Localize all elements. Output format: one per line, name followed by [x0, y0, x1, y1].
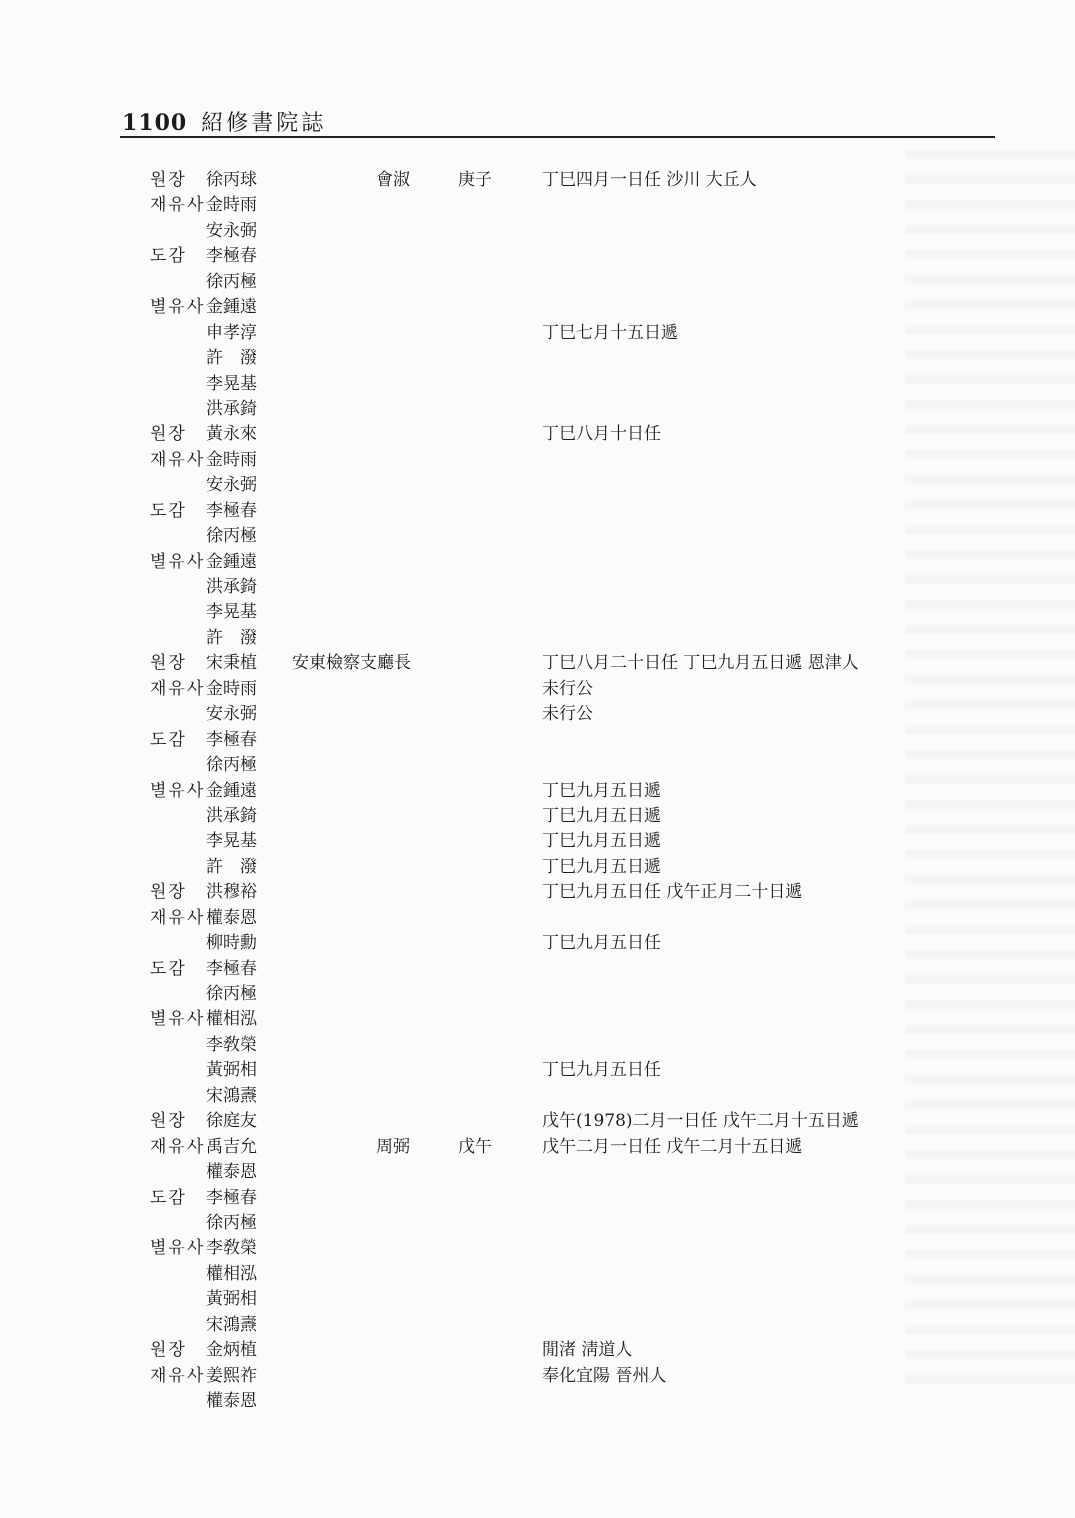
- entry-row: [0, 193, 1075, 218]
- role-label: 별유사: [150, 780, 206, 801]
- appointment-note: 丁巳九月五日任 戊午正月二十日遞: [542, 882, 803, 903]
- person-name: 徐丙極: [206, 526, 257, 547]
- entry-row: [0, 1338, 1075, 1363]
- entry-row: [0, 1364, 1075, 1389]
- person-name: 黃弼相: [206, 1060, 257, 1081]
- entry-row: [0, 880, 1075, 905]
- book-title: 紹修書院誌: [201, 111, 327, 136]
- person-name: 李極春: [206, 1187, 257, 1208]
- entry-row: [0, 677, 1075, 702]
- appointment-note: 未行公: [542, 678, 593, 699]
- entry-row: [0, 600, 1075, 625]
- role-label: 별유사: [150, 1009, 206, 1030]
- role-label: 재유사: [150, 1136, 206, 1157]
- birth-year: 戊午: [458, 1136, 492, 1157]
- role-label: 원장: [150, 882, 187, 903]
- role-label: 도감: [150, 729, 187, 750]
- person-name: 洪承錡: [206, 398, 257, 419]
- role-label: 재유사: [150, 678, 206, 699]
- role-label: 원장: [150, 170, 187, 190]
- person-name: 李晃基: [206, 373, 257, 394]
- person-name: 柳時勳: [206, 933, 257, 954]
- appointment-note: 丁巳八月十日任: [542, 424, 661, 445]
- person-name: 李極春: [206, 958, 257, 979]
- entry-row: [0, 575, 1075, 600]
- appointment-note: 丁巳九月五日遞: [542, 780, 661, 801]
- entry-row: [0, 1287, 1075, 1312]
- role-label: 도감: [150, 246, 187, 267]
- entry-row: [0, 626, 1075, 651]
- person-name: 黃永來: [206, 424, 257, 445]
- entry-row: [0, 957, 1075, 982]
- appointment-note: 戊午(1978)二月一日任 戊午二月十五日遞: [542, 1111, 859, 1132]
- appointment-note: 奉化宜陽 晉州人: [542, 1365, 667, 1386]
- entry-row: [0, 321, 1075, 346]
- header-rule: [120, 136, 995, 138]
- role-label: 원장: [150, 1340, 187, 1361]
- appointment-note: 丁巳九月五日遞: [542, 856, 661, 877]
- person-name: 李極春: [206, 500, 257, 521]
- person-name: 李晃基: [206, 831, 257, 852]
- role-label: 별유사: [150, 297, 206, 318]
- entry-row: [0, 422, 1075, 447]
- pen-name: 會淑: [376, 170, 410, 190]
- person-name: 禹吉允: [206, 1136, 257, 1157]
- person-name: 許 潑: [206, 627, 257, 648]
- entry-row: [0, 295, 1075, 320]
- person-name: 姜熙祚: [206, 1365, 257, 1386]
- person-name: 宋鴻燾: [206, 1314, 257, 1335]
- entry-row: [0, 779, 1075, 804]
- person-name: 權泰恩: [206, 1162, 257, 1183]
- appointment-note: 閒渚 淸道人: [542, 1340, 633, 1361]
- entry-row: [0, 982, 1075, 1007]
- person-name: 徐丙極: [206, 271, 257, 292]
- role-label: 도감: [150, 1187, 187, 1208]
- appointment-note: 丁巳九月五日遞: [542, 805, 661, 826]
- person-name: 李敎榮: [206, 1034, 257, 1055]
- entry-row: [0, 448, 1075, 473]
- entry-row: [0, 1135, 1075, 1160]
- person-name: 權泰恩: [206, 907, 257, 928]
- person-name: 權相泓: [206, 1009, 257, 1030]
- entry-row: [0, 931, 1075, 956]
- entry-row: [0, 906, 1075, 931]
- person-name: 金鍾遠: [206, 551, 257, 572]
- person-name: 申孝淳: [206, 322, 257, 343]
- entry-row: [0, 346, 1075, 371]
- person-name: 李極春: [206, 246, 257, 267]
- person-name: 安永弼: [206, 220, 257, 241]
- entry-row: [0, 829, 1075, 854]
- office-title: 安東檢察支廳長: [292, 653, 411, 674]
- entry-row: [0, 244, 1075, 269]
- person-name: 金時雨: [206, 449, 257, 470]
- role-label: 원장: [150, 653, 187, 674]
- appointment-note: 丁巳四月一日任 沙川 大丘人: [542, 170, 757, 190]
- person-name: 權相泓: [206, 1263, 257, 1284]
- role-label: 별유사: [150, 551, 206, 572]
- appointment-note: 未行公: [542, 704, 593, 725]
- role-label: 원장: [150, 424, 187, 445]
- entry-row: [0, 397, 1075, 422]
- entry-row: [0, 1389, 1075, 1414]
- person-name: 徐庭友: [206, 1111, 257, 1132]
- entry-row: [0, 651, 1075, 676]
- entry-row: [0, 804, 1075, 829]
- person-name: 金時雨: [206, 195, 257, 216]
- entry-list: [0, 168, 1075, 1414]
- entry-row: [0, 702, 1075, 727]
- person-name: 安永弼: [206, 475, 257, 496]
- person-name: 金時雨: [206, 678, 257, 699]
- entry-row: [0, 499, 1075, 524]
- role-label: 도감: [150, 958, 187, 979]
- role-label: 원장: [150, 1111, 187, 1132]
- person-name: 宋秉植: [206, 653, 257, 674]
- entry-row: [0, 753, 1075, 778]
- entry-row: [0, 524, 1075, 549]
- person-name: 徐丙極: [206, 984, 257, 1004]
- entry-row: [0, 1211, 1075, 1236]
- entry-row: [0, 1186, 1075, 1211]
- role-label: 재유사: [150, 195, 206, 216]
- pen-name: 周弼: [376, 1136, 410, 1157]
- entry-row: [0, 728, 1075, 753]
- role-label: 도감: [150, 500, 187, 521]
- role-label: 재유사: [150, 449, 206, 470]
- person-name: 徐丙極: [206, 1212, 257, 1233]
- appointment-note: 戊午二月一日任 戊午二月十五日遞: [542, 1136, 803, 1157]
- entry-row: [0, 550, 1075, 575]
- entry-row: [0, 1109, 1075, 1134]
- page-header: [122, 106, 326, 137]
- person-name: 權泰恩: [206, 1391, 257, 1411]
- entry-row: [0, 1236, 1075, 1261]
- person-name: 許 潑: [206, 856, 257, 877]
- person-name: 金鍾遠: [206, 297, 257, 318]
- entry-row: [0, 1007, 1075, 1032]
- entry-row: [0, 372, 1075, 397]
- page-number: 1100: [122, 110, 188, 136]
- role-label: 재유사: [150, 1365, 206, 1386]
- person-name: 安永弼: [206, 704, 257, 725]
- entry-row: [0, 1313, 1075, 1338]
- appointment-note: 丁巳七月十五日遞: [542, 322, 678, 343]
- person-name: 洪承錡: [206, 805, 257, 826]
- entry-row: [0, 1160, 1075, 1185]
- appointment-note: 丁巳八月二十日任 丁巳九月五日遞 恩津人: [542, 653, 859, 674]
- entry-row: [0, 219, 1075, 244]
- role-label: 재유사: [150, 907, 206, 928]
- entry-row: [0, 855, 1075, 880]
- person-name: 黃弼相: [206, 1289, 257, 1310]
- person-name: 洪承錡: [206, 577, 257, 597]
- person-name: 金炳植: [206, 1340, 257, 1361]
- birth-year: 庚子: [458, 170, 492, 190]
- person-name: 李晃基: [206, 602, 257, 623]
- person-name: 洪穆裕: [206, 882, 257, 903]
- entry-row: [0, 1084, 1075, 1109]
- appointment-note: 丁巳九月五日任: [542, 933, 661, 954]
- appointment-note: 丁巳九月五日任: [542, 1060, 661, 1081]
- person-name: 金鍾遠: [206, 780, 257, 801]
- role-label: 별유사: [150, 1238, 206, 1259]
- entry-row: [0, 473, 1075, 498]
- person-name: 李敎榮: [206, 1238, 257, 1259]
- person-name: 徐丙球: [206, 170, 257, 190]
- appointment-note: 丁巳九月五日遞: [542, 831, 661, 852]
- entry-row: [0, 270, 1075, 295]
- entry-row: [0, 1058, 1075, 1083]
- entry-row: [0, 1033, 1075, 1058]
- entry-row: [0, 1262, 1075, 1287]
- person-name: 徐丙極: [206, 755, 257, 776]
- person-name: 李極春: [206, 729, 257, 750]
- person-name: 許 潑: [206, 348, 257, 369]
- person-name: 宋鴻燾: [206, 1085, 257, 1106]
- entry-row: [0, 168, 1075, 193]
